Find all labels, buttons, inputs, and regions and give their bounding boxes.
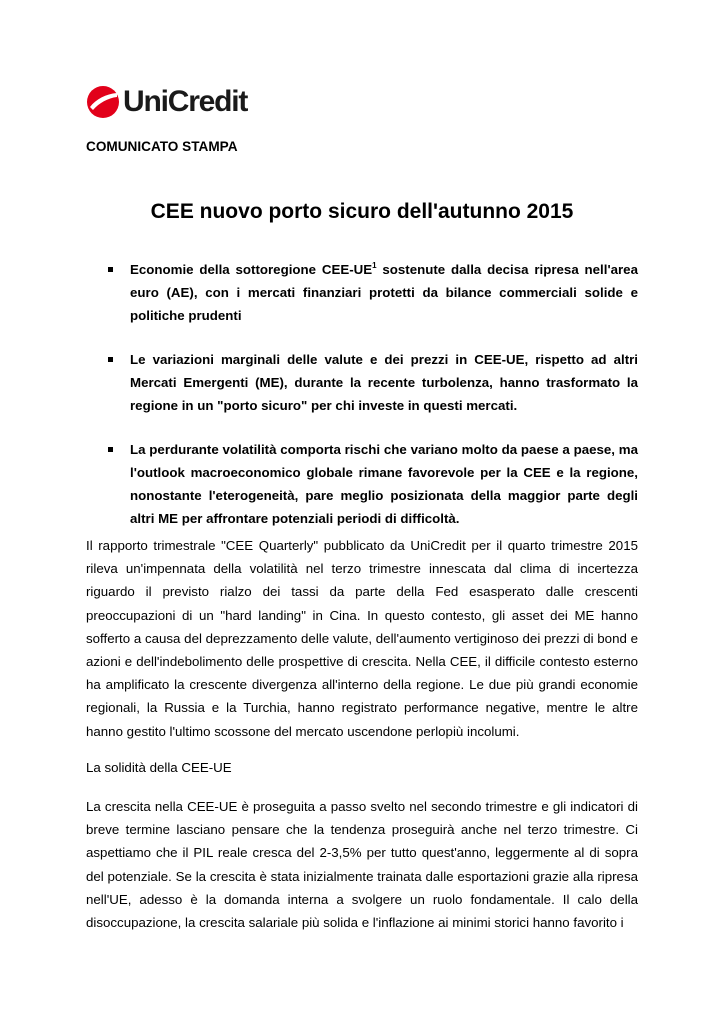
press-release-label: COMUNICATO STAMPA — [86, 139, 238, 154]
bullet-text-end: sostenute dalla decisa ripresa nell'area euro (AE), con i mercati finanziari protetti da bilance commerciali solide e politiche prudenti — [130, 262, 638, 323]
bullet-text: La perdurante volatilità comporta rischi che variano molto da paese a paese, ma l'outlook macroeconomico globale rimane favorevole per la CEE e la regione, nonostante l'eterogeneità, pare meglio posizionata della maggior parte degli altri ME per affrontare potenziali periodi di difficoltà. — [130, 442, 638, 526]
list-item — [86, 438, 638, 530]
body-paragraph: Il rapporto trimestrale "CEE Quarterly" pubblicato da UniCredit per il quarto trimestre 2015 rileva un'impennata della volatilità nel terzo trimestre innescata dal clima di incertezza riguardo il previsto rialzo dei tassi da parte della Fed esasperato dalle crescenti preoccupazioni di un "hard landing" in Cina. In questo contesto, gli asset dei ME hanno sofferto a causa del deprezzamento delle valute, dell'aumento vertiginoso dei prezzi di bond e azioni e dell'indebolimento delle prospettive di crescita. Nella CEE, il difficile contesto esterno ha amplificato la crescente divergenza all'interno della regione. Le due più grandi economie regionali, la Russia e la Turchia, hanno registrato performance negative, mentre le altre hanno gestito l'ultimo scossone del mercato uscendone perlopiù incolumi. — [86, 538, 638, 739]
body-paragraph: La crescita nella CEE-UE è proseguita a passo svelto nel secondo trimestre e gli indicatori di breve termine lasciano pensare che la tendenza proseguirà anche nel terzo trimestre. Ci aspettiamo che il PIL reale cresca del 2-3,5% per tutto quest'anno, leggermente al di sopra del potenziale. Se la crescita è stata inizialmente trainata dalle esportazioni grazie alla ripresa nell'UE, adesso è la domanda interna a svolgere un ruolo fondamentale. Il calo della disoccupazione, la crescita salariale più solida e l'inflazione ai minimi storici hanno favorito i — [86, 799, 638, 931]
bullet-square-icon — [108, 447, 113, 452]
logo-wordmark: UniCredit — [123, 85, 248, 118]
list-item — [86, 258, 638, 327]
footnote-ref: 1 — [372, 261, 377, 270]
bullet-text-start: Economie della sottoregione CEE-UE — [130, 262, 373, 277]
bullet-square-icon — [108, 267, 113, 272]
highlights-list — [86, 258, 638, 551]
list-item — [86, 348, 638, 417]
unicredit-logo — [86, 84, 247, 120]
bullet-text: Le variazioni marginali delle valute e dei prezzi in CEE-UE, rispetto ad altri Mercati Emergenti (ME), durante la recente turbolenza, hanno trasformato la regione in un "porto sicuro" per chi investe in questi mercati. — [130, 352, 638, 413]
unicredit-logo-icon — [86, 85, 120, 119]
bullet-square-icon — [108, 357, 113, 362]
document-title: CEE nuovo porto sicuro dell'autunno 2015 — [150, 200, 574, 223]
section-heading: La solidità della CEE-UE — [86, 760, 232, 775]
